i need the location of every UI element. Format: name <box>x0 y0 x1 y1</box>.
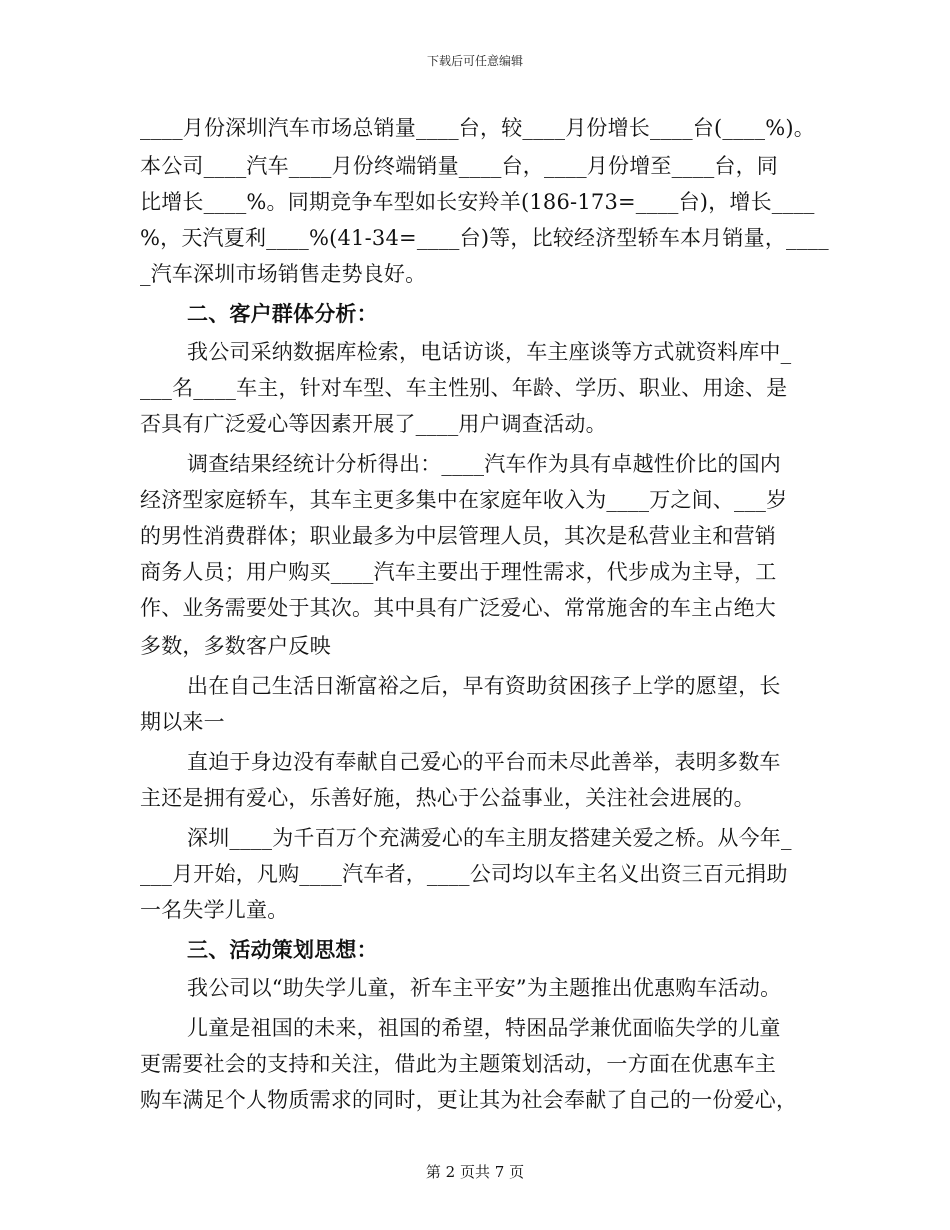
page-footer-page-number: 第 2 页共 7 页 <box>425 1163 525 1181</box>
body-line: ___名____车主，针对车型、车主性别、年龄、学历、职业、用途、是 <box>140 376 788 400</box>
section-heading: 三、活动策划思想： <box>187 937 378 962</box>
body-line: 出在自己生活日渐富裕之后，早有资助贫困孩子上学的愿望，长 <box>187 674 781 698</box>
body-line: 调查结果经统计分析得出：____汽车作为具有卓越性价比的国内 <box>187 452 781 476</box>
body-line: 儿童是祖国的未来，祖国的希望，特困品学兼优面临失学的儿童 <box>187 1016 781 1040</box>
body-line: 否具有广泛爱心等因素开展了____用户调查活动。 <box>140 412 607 436</box>
page-header-note: 下载后可任意编辑 <box>426 54 523 68</box>
section-heading: 二、客户群体分析： <box>187 301 378 326</box>
body-line: 期以来一 <box>140 710 225 734</box>
body-line: 本公司____汽车____月份终端销量____台，____月份增至____台，同 <box>140 154 778 178</box>
body-line: 一名失学儿童。 <box>140 898 289 922</box>
body-line: _汽车深圳市场销售走势良好。 <box>140 262 427 286</box>
body-line: %，天汽夏利____%(41-34=____台)等，比较经济型轿车本月销量，____ <box>140 226 829 250</box>
body-line: 多数，多数客户反映 <box>140 634 331 658</box>
body-line: 我公司采纳数据库检索，电话访谈，车主座谈等方式就资料库中_ <box>187 340 792 364</box>
body-line: ____月份深圳汽车市场总销量____台，较____月份增长____台(____%)。 <box>140 116 815 140</box>
body-line: 作、业务需要处于其次。其中具有广泛爱心、常常施舍的车主占绝大 <box>140 596 776 620</box>
body-line: 购车满足个人物质需求的同时，更让其为社会奉献了自己的一份爱心， <box>140 1088 798 1112</box>
body-line: 直迫于身边没有奉献自己爱心的平台而未尽此善举，表明多数车 <box>187 750 781 774</box>
body-line: 深圳____为千百万个充满爱心的车主朋友搭建关爱之桥。从今年_ <box>187 826 792 850</box>
body-line: 主还是拥有爱心，乐善好施，热心于公益事业，关注社会进展的。 <box>140 786 755 810</box>
body-line: ___月开始，凡购____汽车者，____公司均以车主名义出资三百元捐助 <box>140 862 788 886</box>
body-line: 我公司以“助失学儿童，祈车主平安”为主题推出优惠购车活动。 <box>187 976 782 1000</box>
body-line: 比增长____%。同期竞争车型如长安羚羊(186-173=____台)，增长____ <box>140 190 815 214</box>
body-line: 经济型家庭轿车，其车主更多集中在家庭年收入为____万之间、___岁 <box>140 488 788 512</box>
body-line: 商务人员；用户购买____汽车主要出于理性需求，代步成为主导，工 <box>140 560 777 584</box>
body-line: 的男性消费群体；职业最多为中层管理人员，其次是私营业主和营销 <box>140 524 776 548</box>
body-line: 更需要社会的支持和关注，借此为主题策划活动，一方面在优惠车主 <box>140 1052 776 1076</box>
